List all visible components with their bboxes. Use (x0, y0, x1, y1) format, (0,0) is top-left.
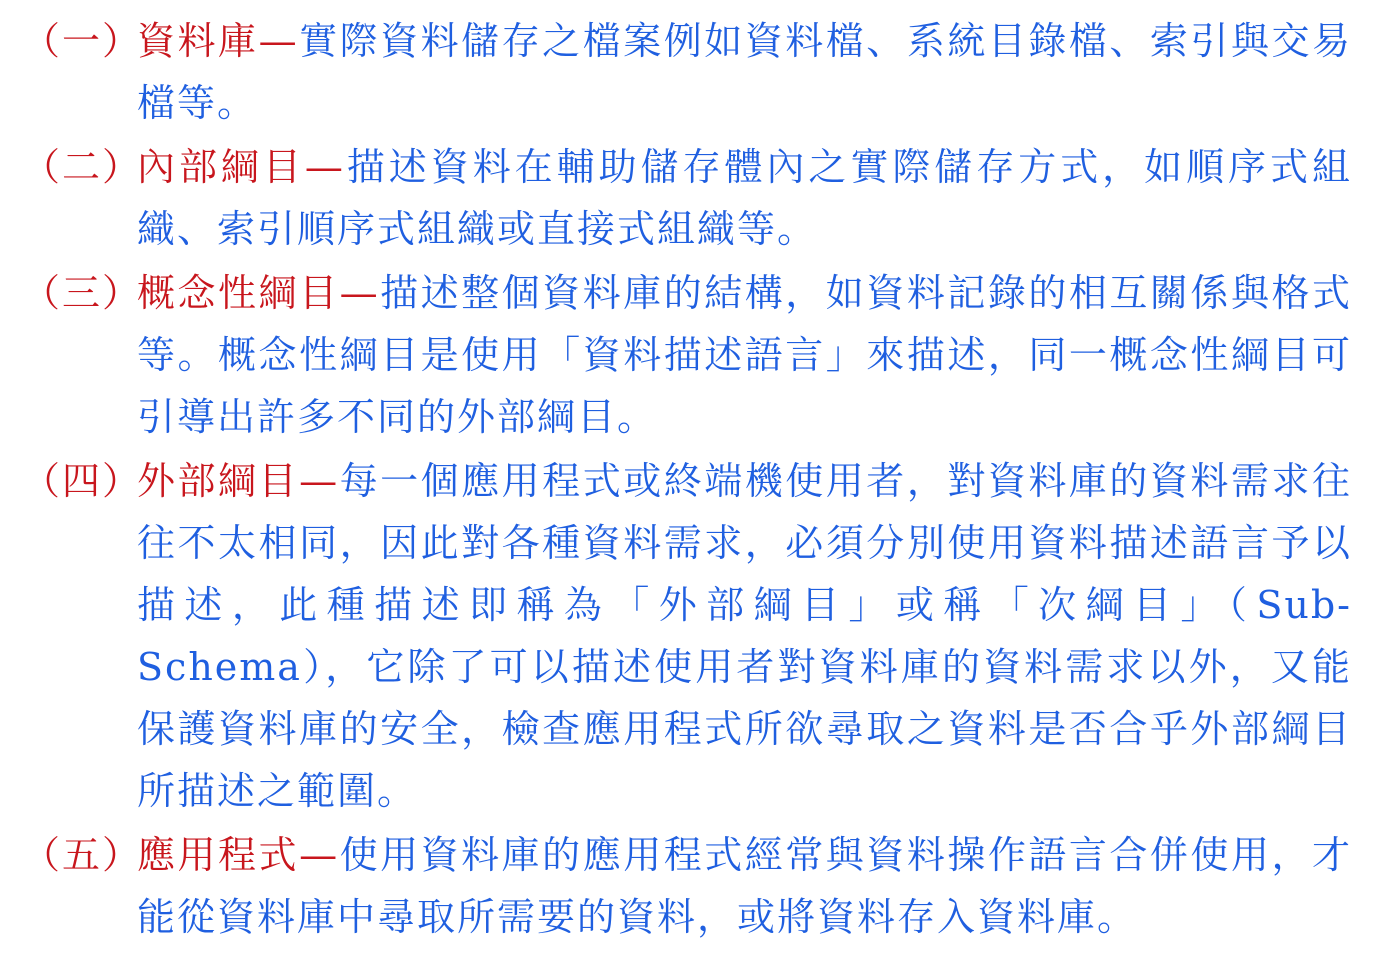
item-body (22, 450, 1352, 822)
list-item (22, 824, 1352, 948)
list-item (22, 262, 1352, 448)
item-term: 資料庫 (137, 19, 259, 63)
em-dash: — (299, 833, 340, 877)
item-number: （三） (22, 271, 143, 315)
list-item (22, 10, 1352, 134)
list-item (22, 136, 1352, 260)
item-number: （五） (22, 833, 143, 877)
em-dash: — (304, 145, 345, 189)
em-dash: — (258, 19, 299, 63)
item-number: （二） (22, 145, 143, 189)
item-body (22, 10, 1352, 134)
item-body (22, 136, 1352, 260)
item-body (22, 824, 1352, 948)
list-item (22, 450, 1352, 822)
item-body (22, 262, 1352, 448)
item-description: 實際資料儲存之檔案例如資料檔、系統目錄檔、索引與交易檔等。 (137, 19, 1352, 125)
item-term: 應用程式 (137, 833, 300, 877)
item-term: 外部綱目 (137, 459, 300, 503)
item-term: 內部綱目 (137, 145, 305, 189)
em-dash: — (339, 271, 380, 315)
em-dash: — (299, 459, 340, 503)
item-number: （四） (22, 459, 143, 503)
item-term: 概念性綱目 (137, 271, 340, 315)
item-description: 使用資料庫的應用程式經常與資料操作語言合併使用，才能從資料庫中尋取所需要的資料，或將資料存入資料庫。 (137, 833, 1352, 939)
item-number: （一） (22, 19, 143, 63)
item-description: 每一個應用程式或終端機使用者，對資料庫的資料需求往往不太相同，因此對各種資料需求，必須分別使用資料描述語言予以描述，此種描述即稱為「外部綱目」或稱「次綱目」（Sub-Schema），它除了可以描述使用者對資料庫的資料需求以外，又能保護資料庫的安全，檢查應用程式所欲尋取之資料是否合乎外部綱目所描述之範圍。 (137, 459, 1352, 813)
item-description: 描述資料在輔助儲存體內之實際儲存方式，如順序式組織、索引順序式組織或直接式組織等。 (137, 145, 1352, 251)
definition-list (22, 10, 1352, 950)
item-description: 描述整個資料庫的結構，如資料記錄的相互關係與格式等。概念性綱目是使用「資料描述語言」來描述，同一概念性綱目可引導出許多不同的外部綱目。 (137, 271, 1352, 439)
